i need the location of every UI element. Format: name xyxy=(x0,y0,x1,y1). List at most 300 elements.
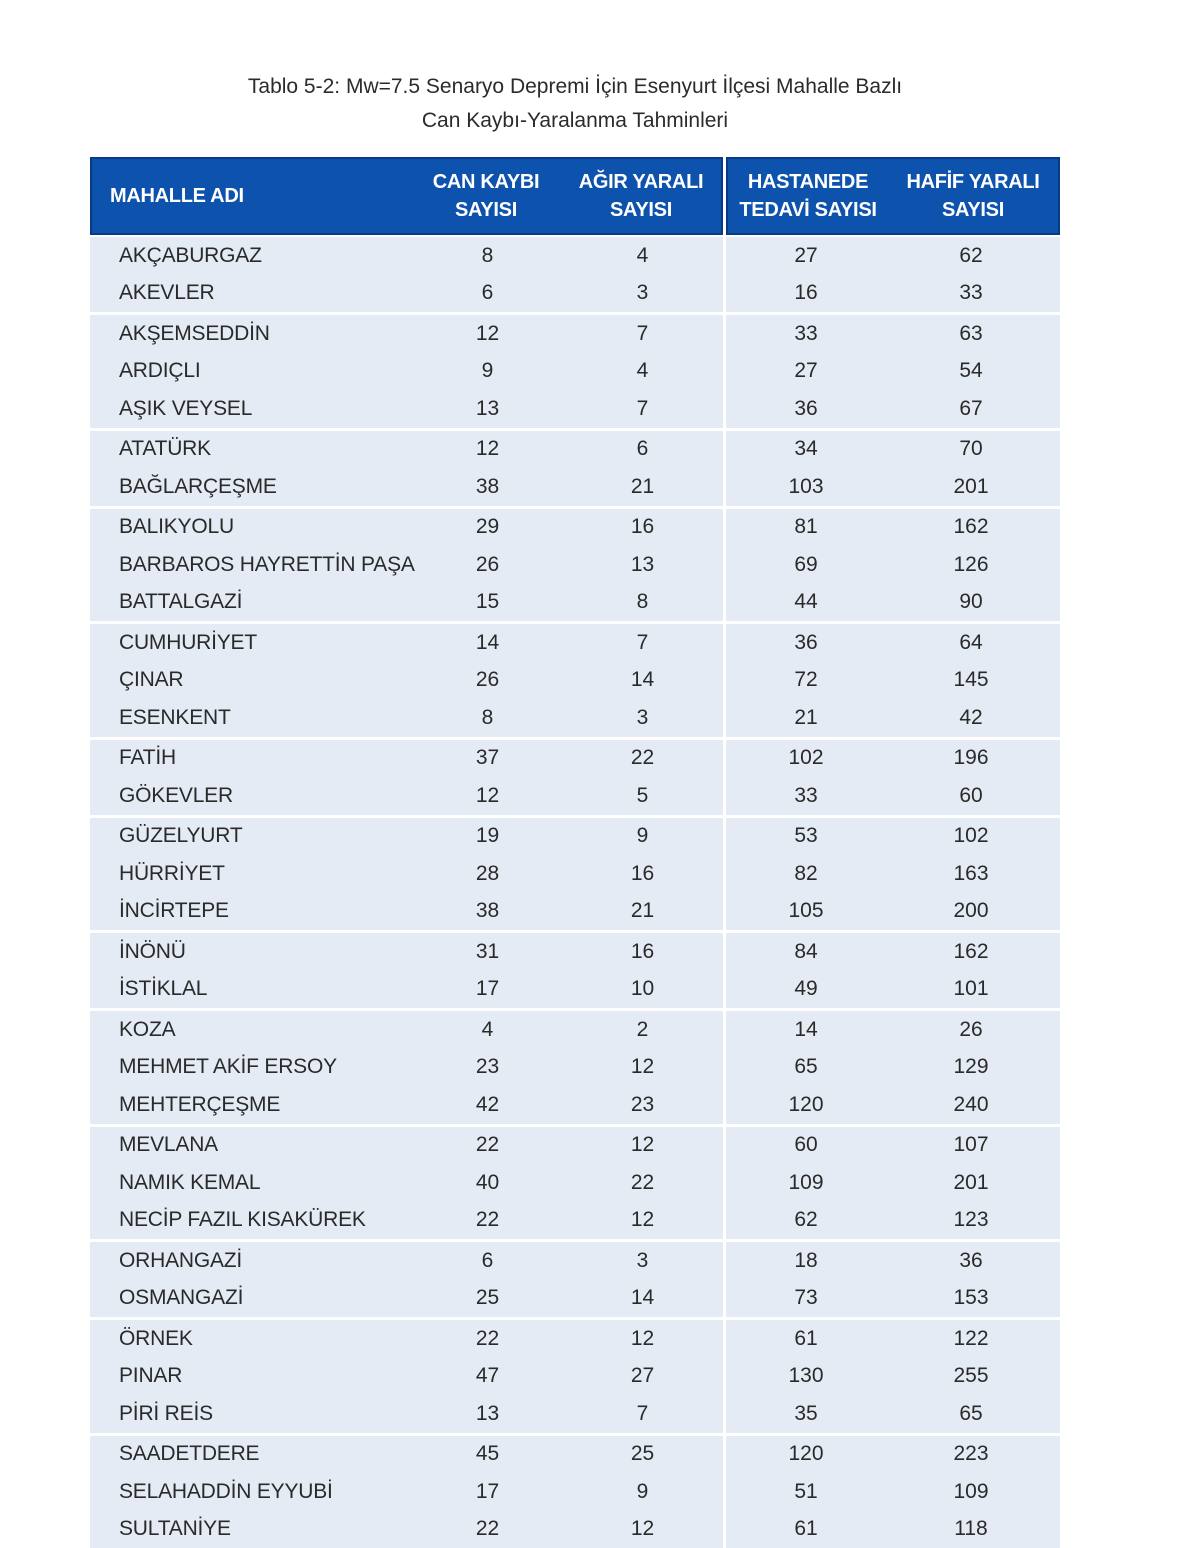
cell-can-kaybi: 37 xyxy=(409,740,566,778)
row-right-block xyxy=(726,1242,1060,1280)
table-row xyxy=(90,353,1060,391)
cell-can-kaybi: 8 xyxy=(409,237,566,275)
table-caption xyxy=(0,70,1150,138)
cell-hastanede-tedavi: 62 xyxy=(726,1202,886,1240)
row-right-block xyxy=(726,1511,1060,1548)
row-left-block xyxy=(90,1011,723,1049)
cell-hafif-yarali: 196 xyxy=(886,740,1056,778)
row-right-block xyxy=(726,390,1060,428)
header-can-kaybi xyxy=(411,159,561,233)
cell-agir-yarali: 3 xyxy=(566,699,719,737)
table-row xyxy=(90,275,1060,313)
table-row xyxy=(90,777,1060,815)
row-group xyxy=(90,815,1060,931)
cell-hastanede-tedavi: 33 xyxy=(726,777,886,815)
table-body xyxy=(90,237,1060,1548)
cell-agir-yarali: 22 xyxy=(566,740,719,778)
row-left-block xyxy=(90,353,723,391)
cell-agir-yarali: 16 xyxy=(566,855,719,893)
row-right-block xyxy=(726,777,1060,815)
cell-hastanede-tedavi: 53 xyxy=(726,818,886,856)
table-row xyxy=(90,855,1060,893)
cell-mahalle-adi: ESENKENT xyxy=(90,699,409,737)
cell-mahalle-adi: ÇINAR xyxy=(90,662,409,700)
cell-can-kaybi: 22 xyxy=(409,1127,566,1165)
table-row xyxy=(90,662,1060,700)
cell-mahalle-adi: SAADETDERE xyxy=(90,1436,409,1474)
row-group xyxy=(90,1433,1060,1548)
cell-agir-yarali: 6 xyxy=(566,431,719,469)
cell-hafif-yarali: 153 xyxy=(886,1280,1056,1318)
row-right-block xyxy=(726,275,1060,313)
cell-mahalle-adi: İSTİKLAL xyxy=(90,971,409,1009)
cell-agir-yarali: 12 xyxy=(566,1202,719,1240)
cell-hafif-yarali: 36 xyxy=(886,1242,1056,1280)
row-right-block xyxy=(726,740,1060,778)
cell-can-kaybi: 17 xyxy=(409,971,566,1009)
row-right-block xyxy=(726,624,1060,662)
cell-hafif-yarali: 54 xyxy=(886,353,1056,391)
row-right-block xyxy=(726,315,1060,353)
table-row xyxy=(90,509,1060,547)
cell-hafif-yarali: 109 xyxy=(886,1473,1056,1511)
cell-agir-yarali: 16 xyxy=(566,509,719,547)
row-right-block xyxy=(726,1320,1060,1358)
cell-hastanede-tedavi: 18 xyxy=(726,1242,886,1280)
row-group xyxy=(90,1124,1060,1240)
row-left-block xyxy=(90,971,723,1009)
row-group xyxy=(90,1239,1060,1317)
cell-hafif-yarali: 26 xyxy=(886,1011,1056,1049)
cell-can-kaybi: 14 xyxy=(409,624,566,662)
cell-agir-yarali: 14 xyxy=(566,1280,719,1318)
table-row xyxy=(90,740,1060,778)
cell-agir-yarali: 23 xyxy=(566,1086,719,1124)
table-row xyxy=(90,1436,1060,1474)
table-header xyxy=(90,157,1060,235)
table-row xyxy=(90,1242,1060,1280)
row-right-block xyxy=(726,468,1060,506)
cell-can-kaybi: 28 xyxy=(409,855,566,893)
cell-agir-yarali: 21 xyxy=(566,893,719,931)
header-can-kaybi-line1: CAN KAYBI xyxy=(433,171,540,193)
cell-hafif-yarali: 223 xyxy=(886,1436,1056,1474)
cell-agir-yarali: 16 xyxy=(566,933,719,971)
cell-can-kaybi: 6 xyxy=(409,275,566,313)
cell-agir-yarali: 14 xyxy=(566,662,719,700)
cell-mahalle-adi: AŞIK VEYSEL xyxy=(90,390,409,428)
cell-mahalle-adi: PİRİ REİS xyxy=(90,1395,409,1433)
cell-hastanede-tedavi: 81 xyxy=(726,509,886,547)
row-left-block xyxy=(90,315,723,353)
cell-agir-yarali: 3 xyxy=(566,275,719,313)
row-right-block xyxy=(726,1473,1060,1511)
table-row xyxy=(90,468,1060,506)
cell-hastanede-tedavi: 105 xyxy=(726,893,886,931)
row-right-block xyxy=(726,1011,1060,1049)
cell-hafif-yarali: 162 xyxy=(886,509,1056,547)
cell-agir-yarali: 7 xyxy=(566,1395,719,1433)
row-group xyxy=(90,237,1060,312)
cell-hafif-yarali: 122 xyxy=(886,1320,1056,1358)
cell-agir-yarali: 7 xyxy=(566,315,719,353)
header-hafif-yarali-line2: SAYISI xyxy=(942,199,1004,221)
row-left-block xyxy=(90,1436,723,1474)
cell-agir-yarali: 22 xyxy=(566,1164,719,1202)
row-left-block xyxy=(90,1473,723,1511)
cell-mahalle-adi: AKÇABURGAZ xyxy=(90,237,409,275)
row-left-block xyxy=(90,624,723,662)
cell-hafif-yarali: 240 xyxy=(886,1086,1056,1124)
row-group xyxy=(90,930,1060,1008)
cell-hastanede-tedavi: 84 xyxy=(726,933,886,971)
cell-hafif-yarali: 145 xyxy=(886,662,1056,700)
cell-agir-yarali: 8 xyxy=(566,584,719,622)
cell-mahalle-adi: ÖRNEK xyxy=(90,1320,409,1358)
cell-mahalle-adi: NAMIK KEMAL xyxy=(90,1164,409,1202)
cell-hastanede-tedavi: 27 xyxy=(726,353,886,391)
table-row xyxy=(90,1320,1060,1358)
cell-hafif-yarali: 126 xyxy=(886,546,1056,584)
cell-hafif-yarali: 90 xyxy=(886,584,1056,622)
cell-hastanede-tedavi: 35 xyxy=(726,1395,886,1433)
cell-can-kaybi: 12 xyxy=(409,315,566,353)
caption-line-2: Can Kaybı-Yaralanma Tahminleri xyxy=(0,104,1150,138)
table-row xyxy=(90,1164,1060,1202)
cell-agir-yarali: 12 xyxy=(566,1511,719,1548)
cell-mahalle-adi: İNÖNÜ xyxy=(90,933,409,971)
cell-hafif-yarali: 163 xyxy=(886,855,1056,893)
cell-mahalle-adi: CUMHURİYET xyxy=(90,624,409,662)
cell-hastanede-tedavi: 33 xyxy=(726,315,886,353)
cell-can-kaybi: 6 xyxy=(409,1242,566,1280)
cell-hafif-yarali: 60 xyxy=(886,777,1056,815)
table-row xyxy=(90,971,1060,1009)
cell-mahalle-adi: SULTANİYE xyxy=(90,1511,409,1548)
cell-can-kaybi: 4 xyxy=(409,1011,566,1049)
cell-agir-yarali: 21 xyxy=(566,468,719,506)
cell-mahalle-adi: GÜZELYURT xyxy=(90,818,409,856)
cell-hastanede-tedavi: 61 xyxy=(726,1320,886,1358)
cell-mahalle-adi: NECİP FAZIL KISAKÜREK xyxy=(90,1202,409,1240)
cell-hastanede-tedavi: 16 xyxy=(726,275,886,313)
cell-can-kaybi: 31 xyxy=(409,933,566,971)
cell-can-kaybi: 42 xyxy=(409,1086,566,1124)
row-right-block xyxy=(726,1202,1060,1240)
cell-can-kaybi: 12 xyxy=(409,431,566,469)
cell-hastanede-tedavi: 72 xyxy=(726,662,886,700)
table-row xyxy=(90,933,1060,971)
header-mahalle-adi: MAHALLE ADI xyxy=(92,159,411,233)
cell-hastanede-tedavi: 130 xyxy=(726,1358,886,1396)
cell-hafif-yarali: 33 xyxy=(886,275,1056,313)
table-row xyxy=(90,1011,1060,1049)
row-group xyxy=(90,506,1060,622)
cell-mahalle-adi: BARBAROS HAYRETTİN PAŞA xyxy=(90,546,409,584)
row-group xyxy=(90,621,1060,737)
table-row xyxy=(90,1473,1060,1511)
row-right-block xyxy=(726,1358,1060,1396)
row-right-block xyxy=(726,1395,1060,1433)
cell-hastanede-tedavi: 73 xyxy=(726,1280,886,1318)
cell-can-kaybi: 12 xyxy=(409,777,566,815)
cell-can-kaybi: 26 xyxy=(409,662,566,700)
row-left-block xyxy=(90,1280,723,1318)
cell-mahalle-adi: PINAR xyxy=(90,1358,409,1396)
row-right-block xyxy=(726,431,1060,469)
row-right-block xyxy=(726,933,1060,971)
row-right-block xyxy=(726,893,1060,931)
table-row xyxy=(90,584,1060,622)
cell-can-kaybi: 19 xyxy=(409,818,566,856)
cell-can-kaybi: 47 xyxy=(409,1358,566,1396)
cell-hafif-yarali: 70 xyxy=(886,431,1056,469)
table-row xyxy=(90,1358,1060,1396)
cell-can-kaybi: 8 xyxy=(409,699,566,737)
row-left-block xyxy=(90,275,723,313)
cell-hastanede-tedavi: 14 xyxy=(726,1011,886,1049)
cell-agir-yarali: 4 xyxy=(566,237,719,275)
cell-hafif-yarali: 107 xyxy=(886,1127,1056,1165)
table-row xyxy=(90,390,1060,428)
cell-can-kaybi: 22 xyxy=(409,1511,566,1548)
row-left-block xyxy=(90,777,723,815)
cell-agir-yarali: 3 xyxy=(566,1242,719,1280)
cell-can-kaybi: 38 xyxy=(409,893,566,931)
row-right-block xyxy=(726,1436,1060,1474)
cell-hastanede-tedavi: 103 xyxy=(726,468,886,506)
row-left-block xyxy=(90,1358,723,1396)
row-right-block xyxy=(726,584,1060,622)
row-group xyxy=(90,1317,1060,1433)
cell-agir-yarali: 7 xyxy=(566,624,719,662)
row-right-block xyxy=(726,699,1060,737)
cell-mahalle-adi: ARDIÇLI xyxy=(90,353,409,391)
cell-mahalle-adi: MEVLANA xyxy=(90,1127,409,1165)
row-left-block xyxy=(90,893,723,931)
cell-hafif-yarali: 101 xyxy=(886,971,1056,1009)
cell-hafif-yarali: 64 xyxy=(886,624,1056,662)
cell-hafif-yarali: 63 xyxy=(886,315,1056,353)
cell-hastanede-tedavi: 36 xyxy=(726,624,886,662)
header-agir-yarali xyxy=(561,159,721,233)
cell-agir-yarali: 9 xyxy=(566,818,719,856)
row-left-block xyxy=(90,509,723,547)
cell-can-kaybi: 15 xyxy=(409,584,566,622)
table-row xyxy=(90,699,1060,737)
cell-mahalle-adi: KOZA xyxy=(90,1011,409,1049)
cell-can-kaybi: 17 xyxy=(409,1473,566,1511)
table-row xyxy=(90,315,1060,353)
cell-hastanede-tedavi: 120 xyxy=(726,1086,886,1124)
table-row xyxy=(90,624,1060,662)
row-left-block xyxy=(90,546,723,584)
cell-hastanede-tedavi: 102 xyxy=(726,740,886,778)
header-agir-yarali-line2: SAYISI xyxy=(610,199,672,221)
cell-can-kaybi: 13 xyxy=(409,1395,566,1433)
cell-hastanede-tedavi: 109 xyxy=(726,1164,886,1202)
row-right-block xyxy=(726,818,1060,856)
cell-can-kaybi: 38 xyxy=(409,468,566,506)
cell-can-kaybi: 25 xyxy=(409,1280,566,1318)
cell-hafif-yarali: 102 xyxy=(886,818,1056,856)
cell-mahalle-adi: İNCİRTEPE xyxy=(90,893,409,931)
cell-agir-yarali: 13 xyxy=(566,546,719,584)
cell-hafif-yarali: 123 xyxy=(886,1202,1056,1240)
table-row xyxy=(90,1127,1060,1165)
cell-can-kaybi: 9 xyxy=(409,353,566,391)
row-group xyxy=(90,737,1060,815)
header-hastanede-tedavi xyxy=(728,159,888,233)
row-left-block xyxy=(90,1202,723,1240)
cell-agir-yarali: 10 xyxy=(566,971,719,1009)
table-row xyxy=(90,1511,1060,1548)
cell-hafif-yarali: 42 xyxy=(886,699,1056,737)
cell-hastanede-tedavi: 61 xyxy=(726,1511,886,1548)
cell-mahalle-adi: BAĞLARÇEŞME xyxy=(90,468,409,506)
row-right-block xyxy=(726,662,1060,700)
row-right-block xyxy=(726,1049,1060,1087)
cell-hafif-yarali: 201 xyxy=(886,468,1056,506)
cell-mahalle-adi: SELAHADDİN EYYUBİ xyxy=(90,1473,409,1511)
row-left-block xyxy=(90,740,723,778)
cell-mahalle-adi: MEHTERÇEŞME xyxy=(90,1086,409,1124)
cell-hastanede-tedavi: 21 xyxy=(726,699,886,737)
table-row xyxy=(90,1395,1060,1433)
cell-can-kaybi: 13 xyxy=(409,390,566,428)
header-group-left xyxy=(90,157,723,235)
table-row xyxy=(90,431,1060,469)
cell-agir-yarali: 27 xyxy=(566,1358,719,1396)
cell-hafif-yarali: 62 xyxy=(886,237,1056,275)
cell-mahalle-adi: GÖKEVLER xyxy=(90,777,409,815)
cell-agir-yarali: 7 xyxy=(566,390,719,428)
cell-agir-yarali: 5 xyxy=(566,777,719,815)
row-left-block xyxy=(90,1164,723,1202)
cell-agir-yarali: 9 xyxy=(566,1473,719,1511)
cell-hafif-yarali: 129 xyxy=(886,1049,1056,1087)
cell-can-kaybi: 22 xyxy=(409,1320,566,1358)
cell-agir-yarali: 4 xyxy=(566,353,719,391)
cell-hafif-yarali: 200 xyxy=(886,893,1056,931)
cell-can-kaybi: 26 xyxy=(409,546,566,584)
row-left-block xyxy=(90,855,723,893)
cell-mahalle-adi: HÜRRİYET xyxy=(90,855,409,893)
row-left-block xyxy=(90,1127,723,1165)
cell-mahalle-adi: OSMANGAZİ xyxy=(90,1280,409,1318)
row-right-block xyxy=(726,1164,1060,1202)
cell-hafif-yarali: 67 xyxy=(886,390,1056,428)
row-right-block xyxy=(726,1086,1060,1124)
row-left-block xyxy=(90,431,723,469)
cell-mahalle-adi: FATİH xyxy=(90,740,409,778)
cell-hastanede-tedavi: 36 xyxy=(726,390,886,428)
row-left-block xyxy=(90,1395,723,1433)
row-left-block xyxy=(90,662,723,700)
cell-hastanede-tedavi: 34 xyxy=(726,431,886,469)
cell-hastanede-tedavi: 69 xyxy=(726,546,886,584)
cell-hastanede-tedavi: 44 xyxy=(726,584,886,622)
row-left-block xyxy=(90,390,723,428)
cell-mahalle-adi: BALIKYOLU xyxy=(90,509,409,547)
table-row xyxy=(90,893,1060,931)
cell-hastanede-tedavi: 49 xyxy=(726,971,886,1009)
cell-mahalle-adi: MEHMET AKİF ERSOY xyxy=(90,1049,409,1087)
cell-hastanede-tedavi: 82 xyxy=(726,855,886,893)
cell-agir-yarali: 12 xyxy=(566,1127,719,1165)
row-group xyxy=(90,1008,1060,1124)
cell-hafif-yarali: 255 xyxy=(886,1358,1056,1396)
row-left-block xyxy=(90,237,723,275)
cell-mahalle-adi: AKEVLER xyxy=(90,275,409,313)
casualty-table xyxy=(90,157,1060,1548)
cell-hastanede-tedavi: 60 xyxy=(726,1127,886,1165)
cell-hafif-yarali: 201 xyxy=(886,1164,1056,1202)
cell-mahalle-adi: BATTALGAZİ xyxy=(90,584,409,622)
cell-agir-yarali: 2 xyxy=(566,1011,719,1049)
row-left-block xyxy=(90,584,723,622)
cell-hastanede-tedavi: 27 xyxy=(726,237,886,275)
cell-agir-yarali: 12 xyxy=(566,1049,719,1087)
table-row xyxy=(90,546,1060,584)
row-right-block xyxy=(726,971,1060,1009)
cell-can-kaybi: 23 xyxy=(409,1049,566,1087)
row-left-block xyxy=(90,699,723,737)
cell-mahalle-adi: ORHANGAZİ xyxy=(90,1242,409,1280)
row-left-block xyxy=(90,1242,723,1280)
header-can-kaybi-line2: SAYISI xyxy=(455,199,517,221)
row-group xyxy=(90,428,1060,506)
row-right-block xyxy=(726,855,1060,893)
header-hastanede-line1: HASTANEDE xyxy=(748,171,868,193)
row-left-block xyxy=(90,468,723,506)
cell-hafif-yarali: 118 xyxy=(886,1511,1056,1548)
row-right-block xyxy=(726,1280,1060,1318)
header-hafif-yarali xyxy=(888,159,1058,233)
table-row xyxy=(90,818,1060,856)
header-group-right xyxy=(726,157,1060,235)
caption-line-1: Tablo 5-2: Mw=7.5 Senaryo Depremi İçin Esenyurt İlçesi Mahalle Bazlı xyxy=(0,70,1150,104)
cell-agir-yarali: 12 xyxy=(566,1320,719,1358)
cell-mahalle-adi: AKŞEMSEDDİN xyxy=(90,315,409,353)
row-right-block xyxy=(726,237,1060,275)
cell-can-kaybi: 45 xyxy=(409,1436,566,1474)
cell-hastanede-tedavi: 51 xyxy=(726,1473,886,1511)
row-right-block xyxy=(726,1127,1060,1165)
header-hastanede-line2: TEDAVİ SAYISI xyxy=(739,199,876,221)
cell-agir-yarali: 25 xyxy=(566,1436,719,1474)
cell-can-kaybi: 40 xyxy=(409,1164,566,1202)
row-left-block xyxy=(90,1086,723,1124)
table-row xyxy=(90,1086,1060,1124)
cell-hafif-yarali: 65 xyxy=(886,1395,1056,1433)
cell-can-kaybi: 22 xyxy=(409,1202,566,1240)
row-left-block xyxy=(90,1511,723,1548)
row-right-block xyxy=(726,546,1060,584)
table-row xyxy=(90,1202,1060,1240)
header-agir-yarali-line1: AĞIR YARALI xyxy=(579,171,704,193)
row-left-block xyxy=(90,1320,723,1358)
header-hafif-yarali-line1: HAFİF YARALI xyxy=(906,171,1039,193)
row-left-block xyxy=(90,933,723,971)
row-right-block xyxy=(726,509,1060,547)
row-right-block xyxy=(726,353,1060,391)
cell-can-kaybi: 29 xyxy=(409,509,566,547)
row-left-block xyxy=(90,1049,723,1087)
table-row xyxy=(90,1049,1060,1087)
row-left-block xyxy=(90,818,723,856)
cell-mahalle-adi: ATATÜRK xyxy=(90,431,409,469)
